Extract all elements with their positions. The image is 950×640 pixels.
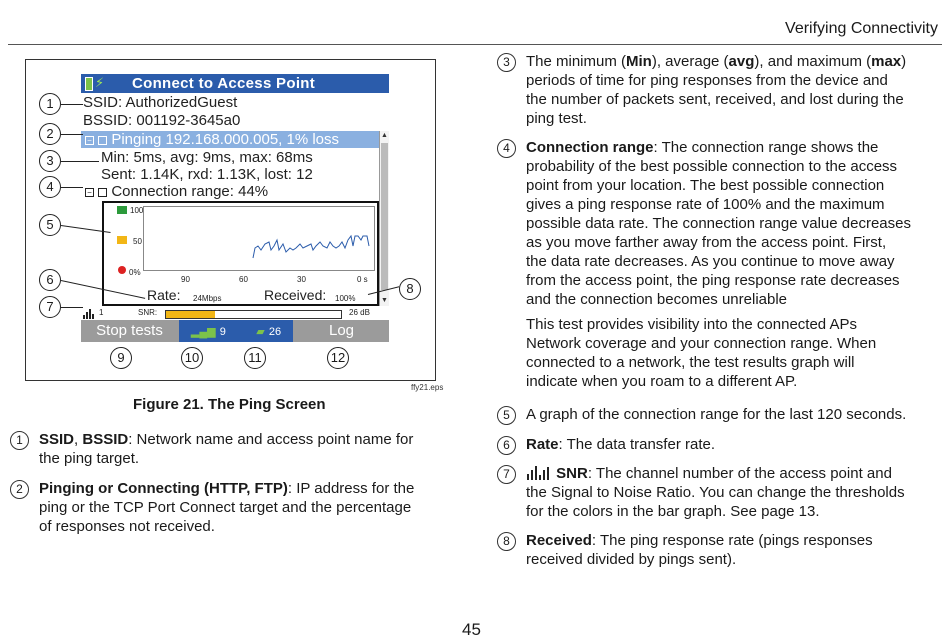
bssid-line: BSSID: 001192-3645a0 (83, 112, 241, 129)
device-title: Connect to Access Point (132, 75, 316, 92)
status-softkeys[interactable] (179, 320, 293, 342)
received-value: 100% (335, 294, 356, 303)
connection-range-row (85, 183, 268, 200)
running-header: Verifying Connectivity (785, 20, 938, 37)
pinging-line: Pinging 192.168.000.005, 1% loss (111, 131, 340, 148)
callout-2: 2 (39, 123, 61, 145)
snr-bar (165, 310, 217, 319)
scroll-down-icon: ▼ (381, 297, 388, 304)
callout-6: 6 (39, 269, 61, 291)
figure-file-label: ffy21.eps (411, 383, 444, 392)
device-count: 26 (268, 326, 282, 338)
collapse-box-icon: − (85, 136, 94, 145)
rate-label: Rate: (147, 287, 181, 303)
callout-3: 3 (39, 150, 61, 172)
checkbox-icon (98, 136, 107, 145)
callout-leader (61, 161, 99, 162)
channel-number: 1 (99, 308, 104, 317)
plug-icon: ⚡ (95, 75, 105, 90)
sent-line: Sent: 1.14K, rxd: 1.13K, lost: 12 (101, 166, 313, 183)
good-signal-icon (117, 206, 127, 214)
snr-bars-icon (526, 466, 552, 480)
device-titlebar (81, 74, 389, 93)
received-label: Received: (264, 287, 327, 303)
rate-value: 24Mbps (193, 294, 222, 303)
callout-leader (61, 187, 83, 188)
collapse-box-icon: − (85, 188, 94, 197)
y-tick-100: 100 (130, 206, 144, 215)
pinging-row (81, 131, 379, 148)
ssid-line: SSID: AuthorizedGuest (83, 94, 238, 111)
connection-range-line: Connection range: 44% (111, 183, 269, 200)
signal-count: 9 (219, 326, 226, 338)
graph-status-icons (115, 204, 129, 284)
y-tick-0: 0% (129, 268, 141, 277)
callout-leader (61, 307, 83, 308)
x-tick-60: 60 (239, 275, 248, 284)
callout-4: 4 (39, 176, 61, 198)
x-tick-30: 30 (297, 275, 306, 284)
figure-caption: Figure 21. The Ping Screen (133, 396, 326, 413)
callout-9: 9 (110, 347, 132, 369)
callout-leader (61, 104, 83, 105)
x-tick-90: 90 (181, 275, 190, 284)
item-number: 1 (10, 431, 29, 450)
callout-10: 10 (181, 347, 203, 369)
poor-signal-icon (118, 266, 126, 274)
min-avg-max-line: Min: 5ms, avg: 9ms, max: 68ms (101, 149, 313, 166)
item-number: 4 (497, 139, 516, 158)
scroll-up-icon: ▲ (381, 132, 388, 139)
channel-bars-icon (83, 308, 97, 319)
device-screen (81, 74, 389, 342)
item-number: 6 (497, 436, 516, 455)
callout-11: 11 (244, 347, 266, 369)
item-number: 3 (497, 53, 516, 72)
item-number: 7 (497, 465, 516, 484)
softkey-bar (81, 320, 389, 342)
item-number: 8 (497, 532, 516, 551)
page-number: 45 (462, 620, 481, 639)
snr-bar-track (215, 310, 342, 319)
battery-icon (85, 77, 93, 91)
snr-label: SNR: (138, 308, 158, 317)
x-tick-0s: 0 s (357, 275, 368, 284)
item-number: 2 (10, 480, 29, 499)
device-icon: ▰ (256, 326, 265, 338)
header-rule (8, 44, 942, 45)
range-trace (143, 206, 375, 271)
snr-value: 26 dB (349, 308, 370, 317)
fair-signal-icon (117, 236, 127, 244)
scroll-thumb (381, 143, 388, 290)
callout-8: 8 (399, 278, 421, 300)
checkbox-icon (98, 188, 107, 197)
callout-12: 12 (327, 347, 349, 369)
callout-7: 7 (39, 296, 61, 318)
signal-bars-icon: ▂▄▆ (190, 326, 216, 338)
stop-tests-button[interactable]: Stop tests (96, 322, 163, 339)
log-button[interactable]: Log (328, 322, 355, 339)
callout-leader (61, 134, 83, 135)
scrollbar (379, 131, 389, 306)
callout-5: 5 (39, 214, 61, 236)
y-tick-50: 50 (133, 237, 142, 246)
item-number: 5 (497, 406, 516, 425)
callout-1: 1 (39, 93, 61, 115)
